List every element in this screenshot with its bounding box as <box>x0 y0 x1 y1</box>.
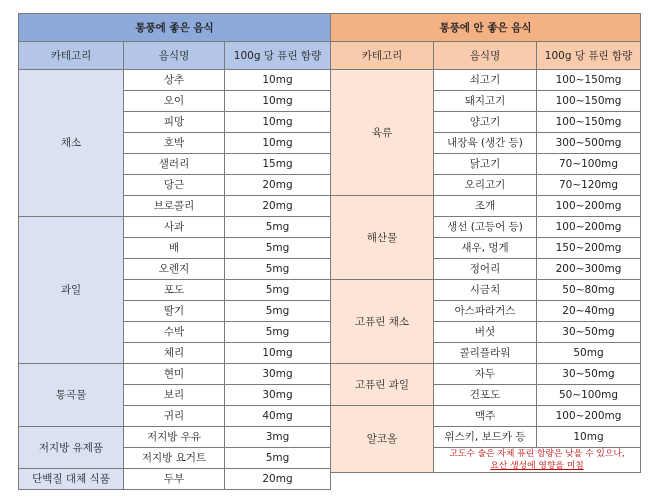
table-row <box>331 364 641 385</box>
food-name-cell: 양고기 <box>434 112 537 133</box>
food-name-cell: 콜리플라워 <box>434 343 537 364</box>
food-name-cell: 배 <box>124 238 225 259</box>
purine-value-cell: 20mg <box>225 175 331 196</box>
table-row <box>19 427 331 448</box>
category-cell: 단백질 대체 식품 <box>19 469 124 490</box>
purine-value-cell: 15mg <box>225 154 331 175</box>
food-name-column-header: 음식명 <box>124 42 225 70</box>
table-row <box>19 364 331 385</box>
purine-value-cell: 5mg <box>225 238 331 259</box>
good-table-title: 통풍에 좋은 음식 <box>19 14 331 42</box>
purine-value-cell: 40mg <box>225 406 331 427</box>
food-name-cell: 새우, 멍게 <box>434 238 537 259</box>
food-name-column-header: 음식명 <box>434 42 537 70</box>
purine-value-cell: 200~300mg <box>537 259 641 280</box>
bad-table-title: 통풍에 안 좋은 음식 <box>331 14 641 42</box>
food-name-cell: 돼지고기 <box>434 91 537 112</box>
table-row <box>19 469 331 490</box>
food-name-cell: 저지방 우유 <box>124 427 225 448</box>
good-column-header-row <box>19 42 331 70</box>
food-name-cell: 두부 <box>124 469 225 490</box>
food-name-cell: 상추 <box>124 70 225 91</box>
purine-value-cell: 10mg <box>225 343 331 364</box>
purine-value-cell: 30~50mg <box>537 322 641 343</box>
purine-value-cell: 30mg <box>225 364 331 385</box>
category-cell: 통곡물 <box>19 364 124 427</box>
purine-value-cell: 5mg <box>225 280 331 301</box>
good-title-row <box>19 14 331 42</box>
food-name-cell: 수박 <box>124 322 225 343</box>
purine-value-cell: 100~150mg <box>537 112 641 133</box>
table-row <box>19 217 331 238</box>
purine-value-cell: 100~200mg <box>537 406 641 427</box>
food-name-cell: 닭고기 <box>434 154 537 175</box>
food-name-cell: 시금치 <box>434 280 537 301</box>
food-name-cell: 맥주 <box>434 406 537 427</box>
purine-value-cell: 20mg <box>225 469 331 490</box>
purine-value-cell: 10mg <box>225 91 331 112</box>
category-column-header: 카테고리 <box>331 42 434 70</box>
bad-foods-table <box>330 13 641 473</box>
food-name-cell: 생선 (고등어 등) <box>434 217 537 238</box>
category-column-header: 카테고리 <box>19 42 124 70</box>
food-name-cell: 귀리 <box>124 406 225 427</box>
food-name-cell: 피망 <box>124 112 225 133</box>
purine-value-cell: 5mg <box>225 259 331 280</box>
food-name-cell: 오리고기 <box>434 175 537 196</box>
food-name-cell: 내장육 (생간 등) <box>434 133 537 154</box>
food-name-cell: 정어리 <box>434 259 537 280</box>
food-name-cell: 포도 <box>124 280 225 301</box>
food-name-cell: 체리 <box>124 343 225 364</box>
purine-value-cell: 20~40mg <box>537 301 641 322</box>
table-row <box>19 70 331 91</box>
note-line-2: 요산 생성에 영향을 미침 <box>490 461 584 471</box>
purine-value-cell: 100~150mg <box>537 91 641 112</box>
purine-value-cell: 150~200mg <box>537 238 641 259</box>
category-cell: 채소 <box>19 70 124 217</box>
purine-value-cell: 10mg <box>225 112 331 133</box>
purine-value-cell: 5mg <box>225 322 331 343</box>
food-name-cell: 당근 <box>124 175 225 196</box>
purine-value-cell: 70~120mg <box>537 175 641 196</box>
food-name-cell: 사과 <box>124 217 225 238</box>
food-name-cell: 저지방 요거트 <box>124 448 225 469</box>
table-row <box>331 406 641 427</box>
table-row <box>331 280 641 301</box>
note-line-1: 고도수 술은 자체 퓨린 함량은 낮을 수 있으나, <box>449 449 625 459</box>
food-name-cell: 아스파라거스 <box>434 301 537 322</box>
purine-value-cell: 20mg <box>225 196 331 217</box>
food-name-cell: 버섯 <box>434 322 537 343</box>
purine-value-cell: 5mg <box>225 448 331 469</box>
food-name-cell: 호박 <box>124 133 225 154</box>
food-name-cell: 브로콜리 <box>124 196 225 217</box>
category-cell: 해산물 <box>331 196 434 280</box>
food-name-cell: 현미 <box>124 364 225 385</box>
category-cell: 저지방 유제품 <box>19 427 124 469</box>
purine-value-cell: 50~80mg <box>537 280 641 301</box>
purine-value-cell: 10mg <box>537 427 641 448</box>
purine-column-header: 100g 당 퓨린 함량 <box>537 42 641 70</box>
food-name-cell: 샐러리 <box>124 154 225 175</box>
food-name-cell: 오렌지 <box>124 259 225 280</box>
purine-value-cell: 100~150mg <box>537 70 641 91</box>
food-name-cell: 딸기 <box>124 301 225 322</box>
purine-value-cell: 3mg <box>225 427 331 448</box>
table-row <box>331 70 641 91</box>
food-name-cell: 자두 <box>434 364 537 385</box>
food-name-cell: 조개 <box>434 196 537 217</box>
table-row <box>331 196 641 217</box>
food-name-cell: 위스키, 보드카 등 <box>434 427 537 448</box>
alcohol-note <box>434 448 641 473</box>
purine-value-cell: 5mg <box>225 217 331 238</box>
purine-value-cell: 10mg <box>225 133 331 154</box>
bad-title-row <box>331 14 641 42</box>
purine-value-cell: 50~100mg <box>537 385 641 406</box>
food-name-cell: 건포도 <box>434 385 537 406</box>
purine-value-cell: 30mg <box>225 385 331 406</box>
good-foods-table <box>18 13 331 490</box>
purine-value-cell: 30~50mg <box>537 364 641 385</box>
category-cell: 육류 <box>331 70 434 196</box>
purine-value-cell: 100~200mg <box>537 217 641 238</box>
purine-value-cell: 70~100mg <box>537 154 641 175</box>
bad-column-header-row <box>331 42 641 70</box>
category-cell: 알코올 <box>331 406 434 473</box>
purine-column-header: 100g 당 퓨린 함량 <box>225 42 331 70</box>
purine-value-cell: 300~500mg <box>537 133 641 154</box>
food-name-cell: 보리 <box>124 385 225 406</box>
purine-value-cell: 5mg <box>225 301 331 322</box>
purine-value-cell: 50mg <box>537 343 641 364</box>
food-name-cell: 오이 <box>124 91 225 112</box>
food-name-cell: 쇠고기 <box>434 70 537 91</box>
category-cell: 과일 <box>19 217 124 364</box>
category-cell: 고퓨린 과일 <box>331 364 434 406</box>
purine-value-cell: 100~200mg <box>537 196 641 217</box>
purine-value-cell: 10mg <box>225 70 331 91</box>
category-cell: 고퓨린 채소 <box>331 280 434 364</box>
